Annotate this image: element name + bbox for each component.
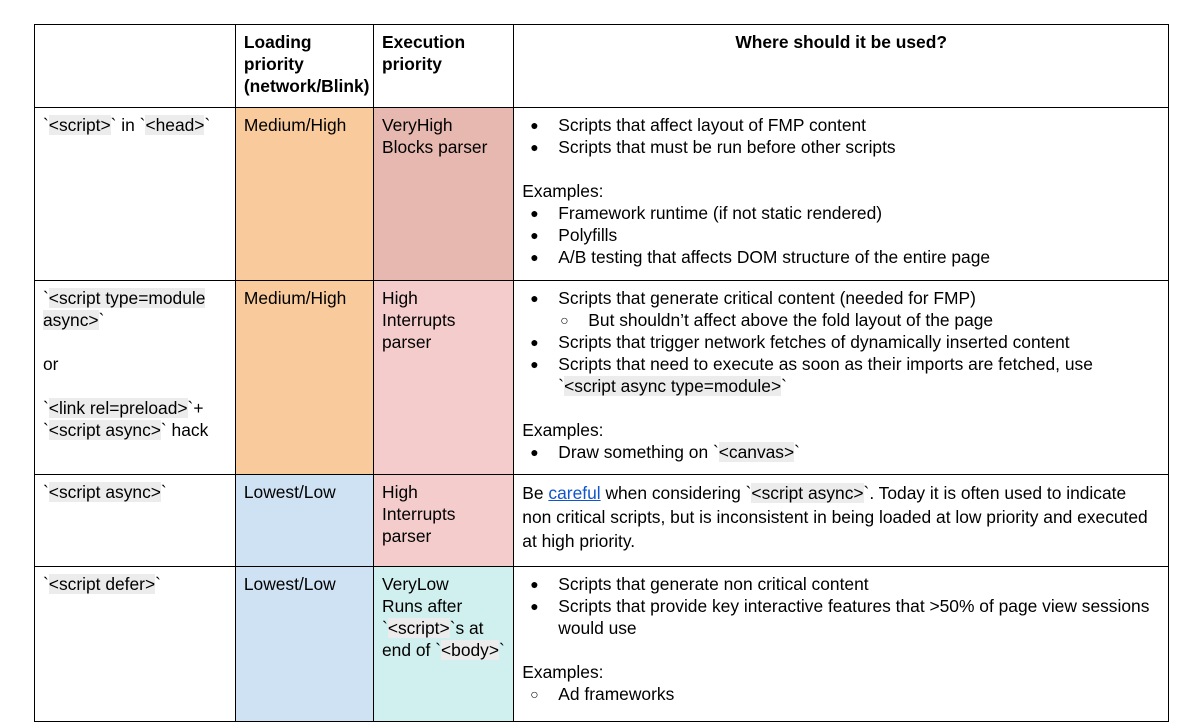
script-type-cell: `<script async>` <box>35 475 236 567</box>
examples-list <box>522 441 1160 463</box>
code-span: <body> <box>441 640 500 660</box>
sub-list <box>558 309 1160 331</box>
usage-list <box>522 287 1160 397</box>
usage-cell <box>514 108 1169 281</box>
list-item: ● Scripts that must be run before other scripts <box>558 136 1160 158</box>
table-row <box>35 567 1169 722</box>
usage-list <box>522 114 1160 158</box>
list-item: ● Framework runtime (if not static rendered) <box>558 202 1160 224</box>
execution-priority-cell: High Interrupts parser <box>374 281 514 475</box>
code-span: <script type=module <box>48 288 206 308</box>
header-col-loading: Loading priority (network/Blink) <box>235 25 373 108</box>
script-type-cell: `<script type=module async>` or `<link rel=preload>`+ `<script async>` hack <box>35 281 236 475</box>
loading-priority-cell: Lowest/Low <box>235 475 373 567</box>
header-col-where: Where should it be used? <box>514 25 1169 108</box>
list-item: ○ Ad frameworks <box>558 683 1160 705</box>
list-item: ● Polyfills <box>558 224 1160 246</box>
list-item: ● Scripts that generate non critical content <box>558 573 1160 595</box>
execution-priority-cell: VeryLow Runs after `<script>`s at end of `<body>` <box>374 567 514 722</box>
loading-priority-cell: Medium/High <box>235 281 373 475</box>
script-priority-table <box>34 24 1169 722</box>
loading-priority-cell: Medium/High <box>235 108 373 281</box>
list-item: ● Scripts that trigger network fetches of dynamically inserted content <box>558 331 1160 353</box>
code-span: <script async> <box>48 482 161 502</box>
list-item: ○ But shouldn’t affect above the fold layout of the page <box>588 309 1160 331</box>
code-span: async> <box>43 310 99 330</box>
code-span: <head> <box>145 115 205 135</box>
list-item: ● Scripts that need to execute as soon as their imports are fetched, use `<script async type=module>` <box>558 353 1160 397</box>
examples-list <box>522 683 1160 705</box>
table-row <box>35 281 1169 475</box>
code-span: <script defer> <box>48 574 156 594</box>
code-span: <canvas> <box>718 442 795 462</box>
code-span: <script async> <box>751 483 864 503</box>
examples-label: Examples: <box>522 662 604 682</box>
code-span: <script async> <box>48 420 161 440</box>
list-item: ● Draw something on `<canvas>` <box>558 441 1160 463</box>
header-row <box>35 25 1169 108</box>
loading-priority-cell: Lowest/Low <box>235 567 373 722</box>
list-item: ● Scripts that provide key interactive features that >50% of page view sessions would use <box>558 595 1160 639</box>
script-type-cell: `<script defer>` <box>35 567 236 722</box>
usage-list <box>522 573 1160 639</box>
usage-cell: Be careful when considering `<script async>`. Today it is often used to indicate non critical scripts, but is inconsistent in being loaded at low priority and executed at high priority. <box>514 475 1169 567</box>
examples-label: Examples: <box>522 420 604 440</box>
header-col-execution: Execution priority <box>374 25 514 108</box>
list-item: ● Scripts that generate critical content (needed for FMP) ○ But shouldn’t affect above the fold layout of the page <box>558 287 1160 331</box>
table-row <box>35 475 1169 567</box>
execution-priority-cell: VeryHigh Blocks parser <box>374 108 514 281</box>
code-span: <script async type=module> <box>564 376 782 396</box>
usage-cell <box>514 567 1169 722</box>
code-span: <script> <box>48 115 111 135</box>
table-row <box>35 108 1169 281</box>
code-span: <link rel=preload> <box>48 398 188 418</box>
code-span: <script> <box>387 618 450 638</box>
list-item: ● Scripts that affect layout of FMP content <box>558 114 1160 136</box>
execution-priority-cell: High Interrupts parser <box>374 475 514 567</box>
examples-list <box>522 202 1160 268</box>
script-type-cell: `<script>` in `<head>` <box>35 108 236 281</box>
or-label: or <box>43 354 59 374</box>
examples-label: Examples: <box>522 181 604 201</box>
usage-cell <box>514 281 1169 475</box>
list-item: ● A/B testing that affects DOM structure of the entire page <box>558 246 1160 268</box>
careful-link[interactable]: careful <box>548 483 601 503</box>
header-col-script <box>35 25 236 108</box>
